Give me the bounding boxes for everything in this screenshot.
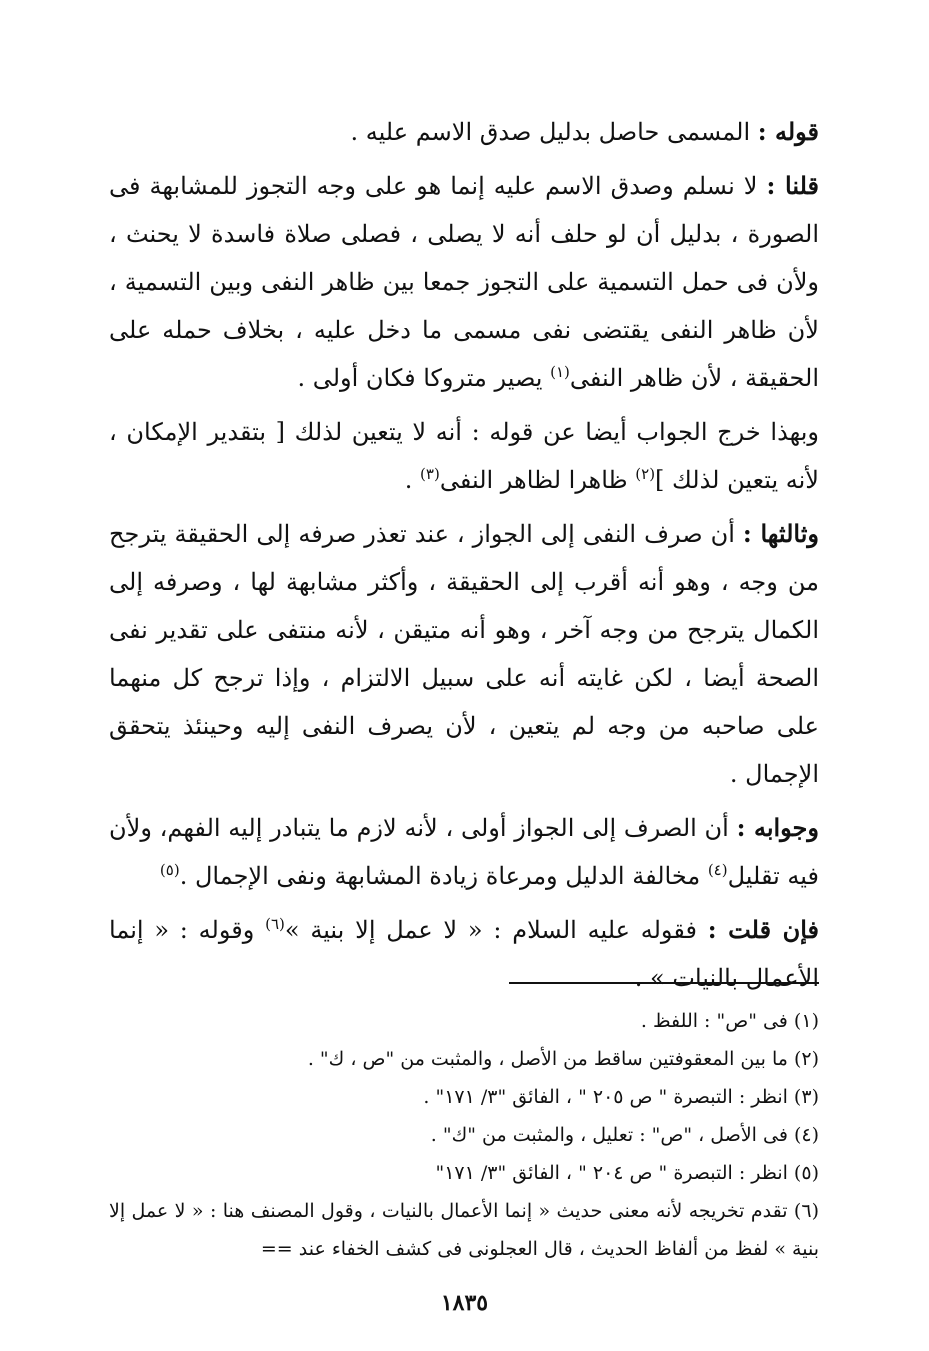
footnote-2: (٢) ما بين المعقوفتين ساقط من الأصل ، والمثبت من "ص ، ك" . (307, 1048, 819, 1070)
footnote-ref: (٦) (265, 915, 285, 933)
footnotes (109, 1002, 819, 1268)
paragraph-text: فقوله عليه السلام : « لا عمل إلا بنية » (284, 916, 708, 944)
paragraph-text: وبهذا خرج الجواب أيضا عن قوله : أنه لا يتعين لذلك [ بتقدير الإمكان ، لأنه يتعين لذلك ] (109, 418, 819, 494)
footnote-ref: (٥) (159, 861, 180, 879)
footnote-ref: (٢) (635, 465, 656, 483)
paragraph-lead: وثالثها : (742, 519, 819, 548)
paragraph-text: المسمى حاصل بدليل صدق الاسم عليه . (350, 118, 758, 146)
footnote-ref: (٣) (420, 465, 440, 483)
paragraph-3 (109, 408, 819, 504)
footnote-ref: (١) (550, 363, 570, 381)
page-number: ١٨٣٥ (440, 1290, 489, 1316)
main-text (109, 108, 819, 1008)
paragraph-text: أن صرف النفى إلى الجواز ، عند تعذر صرفه إلى الحقيقة يترجح من وجه ، وهو أنه أقرب إلى الحقيقة ، وأكثر مشابهة لها ، وصرفه إلى الكمال يترجح من وجه آخر ، وهو أنه متيقن ، لأنه منتفى على تقدير نفى الصحة أيضا ، لكن غايته أنه على سبيل الالتزام ، وإذا ترجح كل منهما على صاحبه من وجه لم يتعين ، لأن يصرف النفى إليه وحينئذ يتحقق الإجمال . (109, 520, 819, 788)
paragraph-4 (109, 510, 819, 798)
paragraph-lead: وجوابه : (736, 813, 819, 842)
footnote-divider (509, 982, 819, 984)
paragraph-text-tail: يصير متروكا فكان أولى . (297, 364, 551, 392)
footnote-5: (٥) انظر : التبصرة " ص ٢٠٤ " ، الفائق "٣/ ١٧١" (435, 1162, 819, 1184)
paragraph-lead: قلنا : (766, 171, 820, 200)
paragraph-6 (109, 906, 819, 1002)
footnote-ref: (٤) (707, 861, 728, 879)
footnote-4: (٤) فى الأصل ، "ص" : تعليل ، والمثبت من "ك" . (430, 1124, 819, 1146)
paragraph-text-tail: . (404, 466, 421, 494)
footnote-1: (١) فى "ص" : اللفظ . (640, 1010, 819, 1032)
paragraph-text-tail: ظاهرا لظاهر النفى (439, 466, 636, 494)
paragraph-text-tail: مخالفة الدليل ومرعاة زيادة المشابهة ونفى الإجمال . (179, 862, 708, 890)
paragraph-text: أن الصرف إلى الجواز أولى ، لأنه لازم ما يتبادر إليه الفهم، ولأن فيه تقليل (109, 814, 819, 890)
paragraph-text: لا نسلم وصدق الاسم عليه إنما هو على وجه التجوز للمشابهة فى الصورة ، بدليل أن لو حلف أنه لا يصلى ، فصلى صلاة فاسدة لا يحنث ، ولأن فى حمل التسمية على التجوز جمعا بين ظاهر النفى وبين التسمية ، لأن ظاهر النفى يقتضى نفى مسمى ما دخل عليه ، بخلاف حمله على الحقيقة ، لأن ظاهر النفى (109, 172, 819, 392)
paragraph-lead: فإن قلت : (707, 915, 819, 944)
paragraph-text-tail: وقوله : « إنما الأعمال بالنيات » . (109, 916, 819, 992)
paragraph-2 (109, 162, 819, 402)
paragraph-5 (109, 804, 819, 900)
footnote-3: (٣) انظر : التبصرة " ص ٢٠٥ " ، الفائق "٣/ ١٧١" . (423, 1086, 819, 1108)
paragraph-lead: قوله : (757, 117, 819, 146)
footnote-6: (٦) تقدم تخريجه لأنه معنى حديث « إنما الأعمال بالنيات ، وقول المصنف هنا : « لا عمل إلا بنية » لفظ من ألفاظ الحديث ، قال العجلونى فى كشف الخفاء عند == (109, 1200, 819, 1260)
paragraph-1 (109, 108, 819, 156)
